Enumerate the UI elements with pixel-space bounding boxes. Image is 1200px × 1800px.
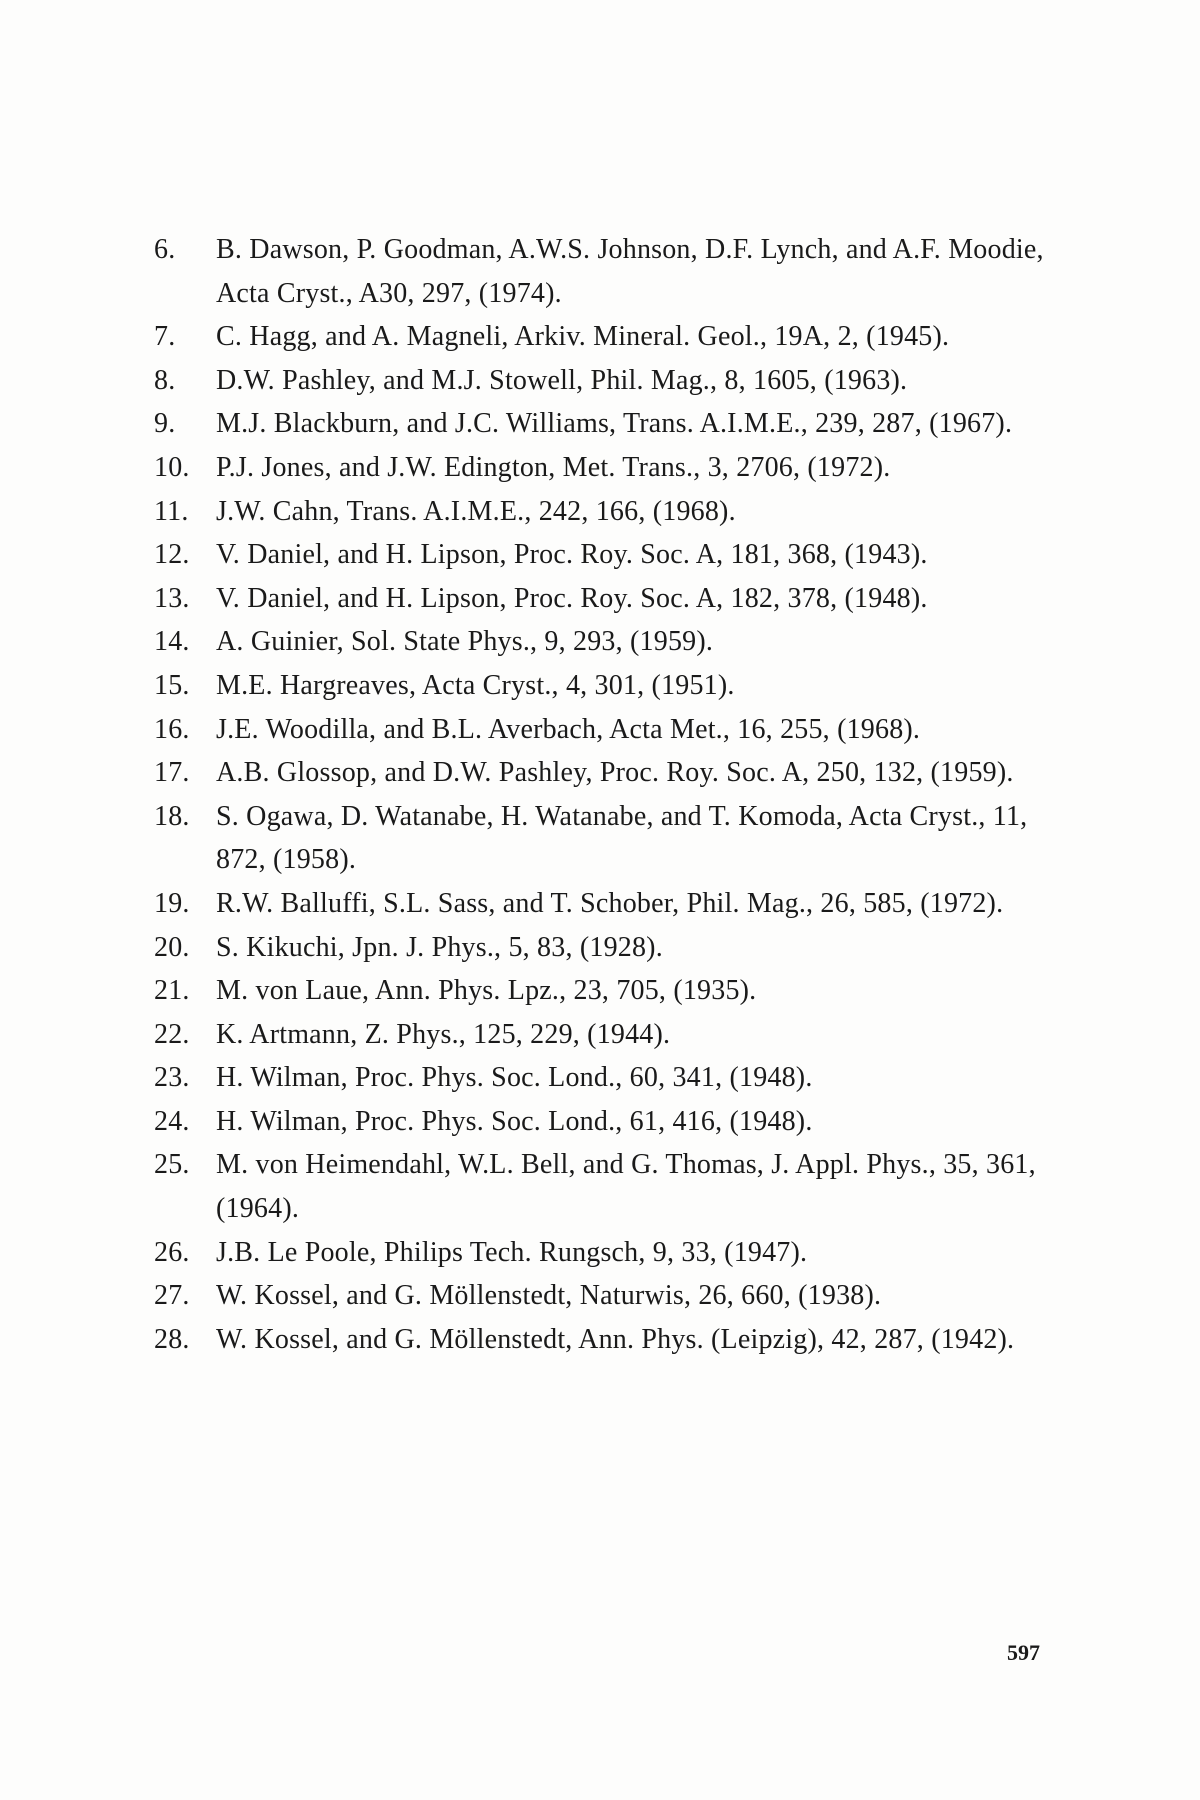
reference-item: [154, 664, 1044, 708]
reference-text: J.E. Woodilla, and B.L. Averbach, Acta Met., 16, 255, (1968).: [216, 713, 921, 745]
reference-number: 18.: [154, 800, 190, 832]
reference-number: 14.: [154, 626, 190, 658]
reference-item: [154, 533, 1044, 577]
reference-number: 10.: [154, 451, 190, 483]
reference-item: [154, 1143, 1044, 1230]
reference-item: [154, 969, 1044, 1013]
reference-number: 20.: [154, 931, 190, 963]
reference-item: [154, 1231, 1044, 1275]
reference-number: 25.: [154, 1149, 190, 1181]
reference-text: W. Kossel, and G. Möllenstedt, Ann. Phys. (Leipzig), 42, 287, (1942).: [216, 1323, 1015, 1355]
reference-number: 27.: [154, 1280, 190, 1312]
reference-item: [154, 1013, 1044, 1057]
reference-number: 21.: [154, 975, 190, 1007]
reference-number: 23.: [154, 1062, 190, 1094]
reference-number: 17.: [154, 757, 190, 789]
reference-item: [154, 1100, 1044, 1144]
reference-item: [154, 882, 1044, 926]
reference-text: A. Guinier, Sol. State Phys., 9, 293, (1959).: [216, 626, 714, 658]
reference-number: 7.: [154, 321, 176, 353]
reference-item: [154, 490, 1044, 534]
reference-item: [154, 228, 1044, 315]
reference-item: [154, 620, 1044, 664]
reference-text: M.J. Blackburn, and J.C. Williams, Trans. A.I.M.E., 239, 287, (1967).: [216, 408, 1013, 440]
reference-text: W. Kossel, and G. Möllenstedt, Naturwis, 26, 660, (1938).: [216, 1280, 882, 1312]
reference-item: [154, 926, 1044, 970]
reference-number: 24.: [154, 1105, 190, 1137]
reference-text: D.W. Pashley, and M.J. Stowell, Phil. Mag., 8, 1605, (1963).: [216, 364, 908, 396]
reference-item: [154, 402, 1044, 446]
reference-text: B. Dawson, P. Goodman, A.W.S. Johnson, D.F. Lynch, and A.F. Moodie, Acta Cryst., A30, 297, (1974).: [216, 234, 1044, 309]
reference-number: 12.: [154, 539, 190, 571]
reference-number: 9.: [154, 408, 176, 440]
reference-number: 28.: [154, 1323, 190, 1355]
reference-text: S. Kikuchi, Jpn. J. Phys., 5, 83, (1928).: [216, 931, 663, 963]
reference-number: 16.: [154, 713, 190, 745]
reference-number: 26.: [154, 1236, 190, 1268]
reference-text: H. Wilman, Proc. Phys. Soc. Lond., 61, 416, (1948).: [216, 1105, 813, 1137]
reference-text: R.W. Balluffi, S.L. Sass, and T. Schober, Phil. Mag., 26, 585, (1972).: [216, 887, 1004, 919]
reference-text: V. Daniel, and H. Lipson, Proc. Roy. Soc. A, 181, 368, (1943).: [216, 539, 928, 571]
reference-number: 22.: [154, 1018, 190, 1050]
reference-number: 13.: [154, 582, 190, 614]
reference-text: M. von Heimendahl, W.L. Bell, and G. Thomas, J. Appl. Phys., 35, 361, (1964).: [216, 1149, 1036, 1225]
reference-item: [154, 708, 1044, 752]
reference-text: J.B. Le Poole, Philips Tech. Rungsch, 9, 33, (1947).: [216, 1236, 808, 1268]
reference-item: [154, 1056, 1044, 1100]
reference-item: [154, 577, 1044, 621]
reference-text: K. Artmann, Z. Phys., 125, 229, (1944).: [216, 1018, 671, 1050]
reference-number: 11.: [154, 495, 189, 527]
page-number: 597: [1007, 1640, 1040, 1665]
reference-item: [154, 446, 1044, 490]
reference-text: J.W. Cahn, Trans. A.I.M.E., 242, 166, (1968).: [216, 495, 736, 527]
reference-item: [154, 751, 1044, 795]
reference-item: [154, 1318, 1044, 1362]
reference-text: M. von Laue, Ann. Phys. Lpz., 23, 705, (1935).: [216, 975, 757, 1007]
reference-list: [154, 228, 1044, 1361]
reference-text: M.E. Hargreaves, Acta Cryst., 4, 301, (1951).: [216, 669, 735, 701]
reference-item: [154, 1274, 1044, 1318]
reference-text: V. Daniel, and H. Lipson, Proc. Roy. Soc. A, 182, 378, (1948).: [216, 582, 928, 614]
reference-number: 6.: [154, 234, 176, 265]
reference-text: H. Wilman, Proc. Phys. Soc. Lond., 60, 341, (1948).: [216, 1062, 813, 1094]
reference-item: [154, 359, 1044, 403]
reference-item: [154, 315, 1044, 359]
reference-text: P.J. Jones, and J.W. Edington, Met. Trans., 3, 2706, (1972).: [216, 451, 891, 483]
reference-number: 19.: [154, 887, 190, 919]
reference-number: 8.: [154, 364, 176, 396]
reference-text: A.B. Glossop, and D.W. Pashley, Proc. Roy. Soc. A, 250, 132, (1959).: [216, 757, 1014, 789]
reference-number: 15.: [154, 669, 190, 701]
reference-text: C. Hagg, and A. Magneli, Arkiv. Mineral. Geol., 19A, 2, (1945).: [216, 321, 950, 353]
reference-text: S. Ogawa, D. Watanabe, H. Watanabe, and T. Komoda, Acta Cryst., 11, 872, (1958).: [216, 800, 1028, 876]
reference-item: [154, 795, 1044, 882]
